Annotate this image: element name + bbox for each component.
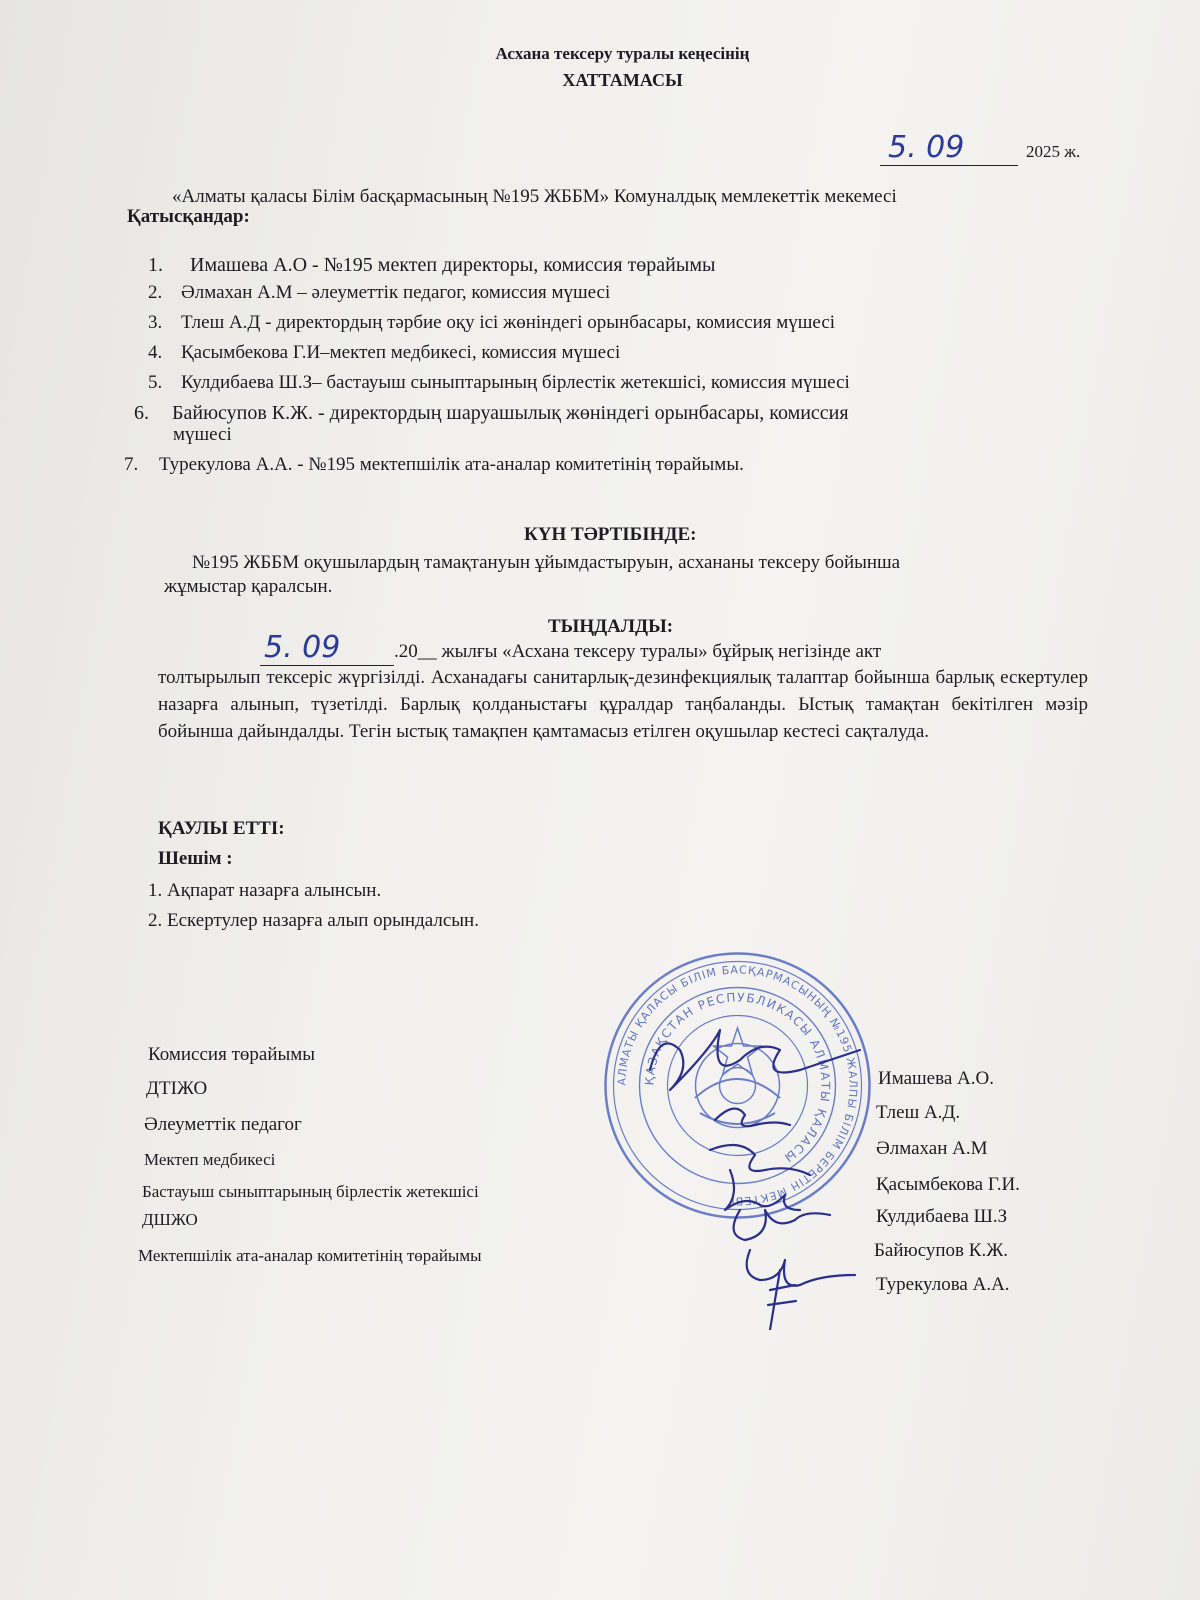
resolution-item-2: 2. Ескертулер назарға алып орындалсын. bbox=[148, 910, 479, 931]
participant-3 bbox=[148, 312, 835, 334]
participant-5 bbox=[148, 372, 850, 394]
signature-name-4: Қасымбекова Г.И. bbox=[876, 1174, 1020, 1195]
heard-heading: ТЫҢДАЛДЫ: bbox=[548, 616, 674, 637]
heard-date-suffix: .20__ жылғы «Асхана тексеру туралы» бұйрық негізінде акт bbox=[394, 641, 882, 662]
heard-date-line bbox=[260, 630, 881, 666]
participant-num: 2. bbox=[148, 282, 163, 303]
signature-role-3: Әлеуметтік педагог bbox=[144, 1114, 302, 1135]
participant-text: Имашева А.О - №195 мектеп директоры, комиссия төрайымы bbox=[190, 254, 716, 276]
participant-num: 7. bbox=[124, 454, 139, 475]
signature-role-1: Комиссия төрайымы bbox=[148, 1044, 316, 1065]
resolution-item-1: 1. Ақпарат назарға алынсын. bbox=[148, 880, 382, 901]
date-line bbox=[880, 130, 1080, 166]
agenda-line-1: №195 ЖББМ оқушылардың тамақтануын ұйымдастыруын, асхананы тексеру бойынша bbox=[192, 552, 901, 573]
participants-heading: Қатысқандар: bbox=[127, 206, 250, 227]
participant-num: 6. bbox=[134, 402, 149, 424]
participant-1 bbox=[148, 254, 715, 277]
participant-text: Байюсупов К.Ж. - директордың шаруашылық жөніндегі орынбасары, комиссия bbox=[172, 402, 849, 424]
signature-role-7: Мектепшілік ата-аналар комитетінің төрайымы bbox=[138, 1246, 482, 1265]
handwritten-date: 5. 09 bbox=[880, 130, 1018, 166]
participant-text: Турекулова А.А. - №195 мектепшілік ата-аналар комитетінің төрайымы. bbox=[159, 454, 744, 475]
date-year: 2025 ж. bbox=[1026, 142, 1081, 161]
handwritten-signatures bbox=[630, 1010, 890, 1330]
participant-6-continued: мүшесі bbox=[173, 424, 232, 445]
signature-name-1: Имашева А.О. bbox=[878, 1068, 994, 1089]
title-line-1: Асхана тексеру туралы кеңесінің bbox=[495, 44, 750, 63]
signature-name-7: Турекулова А.А. bbox=[876, 1274, 1010, 1295]
resolution-subheading: Шешім : bbox=[158, 848, 233, 869]
participant-num: 3. bbox=[148, 312, 163, 333]
participant-num: 1. bbox=[148, 254, 163, 276]
participant-4 bbox=[148, 342, 620, 364]
signature-name-3: Әлмахан А.М bbox=[876, 1138, 988, 1159]
heard-text: толтырылып тексеріс жүргізілді. Асханадағы санитарлық-дезинфекциялық талаптар бойынша барлық ескертулер назарға алынып, түзетілді. Барлық қолданыстағы құралдар таңбаланды. Ыстық тамақтан бекітілген мәзір бойынша дайындалды. Тегін ыстық тамақпен қамтамасыз етілген оқушылар кестесі сақталуда. bbox=[158, 667, 1088, 742]
signature-name-5: Кулдибаева Ш.З bbox=[876, 1206, 1008, 1227]
signature-role-5: Бастауыш сыныптарының бірлестік жетекшісі bbox=[142, 1182, 479, 1201]
institution-name: «Алматы қаласы Білім басқармасының №195 ЖББМ» Комуналдық мемлекеттік мекемесі bbox=[172, 186, 897, 207]
signature-role-2: ДТІЖО bbox=[146, 1078, 208, 1099]
seal-ring-text: АЛМАТЫ ҚАЛАСЫ БІЛІМ БАСҚАРМАСЫНЫҢ №195 ЖАЛПЫ БІЛІМ БЕРЕТІН МЕКТЕБІ bbox=[615, 963, 860, 1208]
signature-name-2: Тлеш А.Д. bbox=[876, 1102, 961, 1123]
agenda-heading: КҮН ТӘРТІБІНДЕ: bbox=[524, 524, 697, 545]
participant-num: 5. bbox=[148, 372, 163, 393]
signature-name-6: Байюсупов К.Ж. bbox=[874, 1240, 1008, 1261]
title-line-2: ХАТТАМАСЫ bbox=[562, 70, 683, 90]
signature-role-6: ДШЖО bbox=[142, 1210, 198, 1229]
seal-inner-text: ҚАЗАҚСТАН РЕСПУБЛИКАСЫ АЛМАТЫ ҚАЛАСЫ bbox=[642, 990, 833, 1166]
signature-role-4: Мектеп медбикесі bbox=[144, 1150, 276, 1169]
participant-6 bbox=[134, 402, 849, 425]
participant-2 bbox=[148, 282, 610, 304]
heard-handwritten-date: 5. 09 bbox=[260, 630, 394, 666]
participant-text: Кулдибаева Ш.З– бастауыш сыныптарының бірлестік жетекшісі, комиссия мүшесі bbox=[181, 372, 850, 393]
participant-text: Әлмахан А.М – әлеуметтік педагог, комиссия мүшесі bbox=[181, 282, 611, 303]
resolution-heading: ҚАУЛЫ ЕТТІ: bbox=[158, 818, 285, 839]
participant-num: 4. bbox=[148, 342, 163, 363]
participant-text: Қасымбекова Г.И–мектеп медбикесі, комиссия мүшесі bbox=[181, 342, 621, 363]
participant-text: Тлеш А.Д - директордың тәрбие оқу ісі жөніндегі орынбасары, комиссия мүшесі bbox=[181, 312, 836, 333]
agenda-line-2: жұмыстар қаралсын. bbox=[164, 576, 333, 597]
participant-7 bbox=[124, 454, 744, 476]
